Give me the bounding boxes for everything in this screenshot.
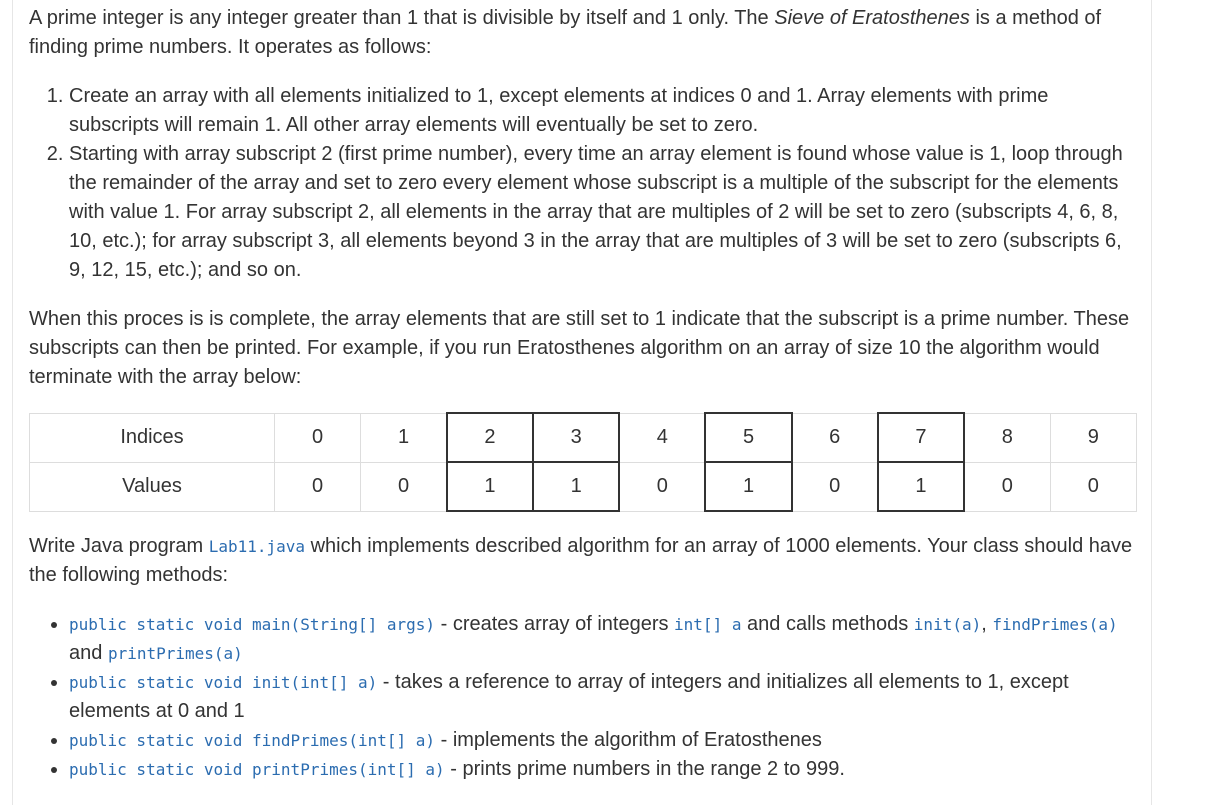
task-paragraph <box>29 532 1137 590</box>
index-cell: 7 <box>878 413 964 462</box>
code-snippet: int[] a <box>674 615 742 634</box>
intro-text: A prime integer is any integer greater than 1 that is divisible by itself and 1 only. The <box>29 7 775 29</box>
step-item: 1. Create an array with all elements initialized to 1, except elements at indices 0 and 1. Array elements with prime subscripts will remain 1. All other array elements will eventually be set to zero. <box>69 82 1137 140</box>
code-snippet: init(a) <box>913 615 982 634</box>
method-item-printprimes <box>69 755 1137 784</box>
value-cell: 1 <box>533 462 619 511</box>
value-cell: 1 <box>705 462 791 511</box>
index-cell: 2 <box>447 413 533 462</box>
intro-paragraph <box>29 4 1137 62</box>
method-desc: - prints prime numbers in the range 2 to 999. <box>444 758 845 780</box>
value-cell: 0 <box>792 462 878 511</box>
value-cell: 1 <box>447 462 533 511</box>
method-signature: public static void findPrimes(int[] a) <box>69 731 436 750</box>
method-signature: public static void main(String[] args) <box>69 615 436 634</box>
index-cell: 8 <box>964 413 1050 462</box>
method-desc: - takes a reference to array of integers and initializes all elements to 1, except elements at 0 and 1 <box>69 671 1069 722</box>
value-cell: 1 <box>878 462 964 511</box>
row-label: Values <box>30 462 275 511</box>
values-row <box>30 462 1137 511</box>
filename-code: Lab11.java <box>208 537 306 556</box>
method-desc: and calls methods <box>741 613 914 635</box>
value-cell: 0 <box>619 462 705 511</box>
indices-row <box>30 413 1137 462</box>
sieve-table <box>29 412 1137 512</box>
step-item: 2. Starting with array subscript 2 (first prime number), every time an array element is found whose value is 1, loop through the remainder of the array and set to zero every element whose subscript is a multiple of the subscript for the elements with value 1. For array subscript 2, all elements in the array that are multiples of 2 will be set to zero (subscripts 4, 6, 8, 10, etc.); for array subscript 3, all elements beyond 3 in the array that are multiples of 3 will be set to zero (subscripts 6, 9, 12, 15, etc.); and so on. <box>69 140 1137 285</box>
value-cell: 0 <box>361 462 447 511</box>
value-cell: 0 <box>1050 462 1136 511</box>
method-desc: and <box>69 642 108 664</box>
method-signature: public static void printPrimes(int[] a) <box>69 760 445 779</box>
index-cell: 0 <box>275 413 361 462</box>
row-label: Indices <box>30 413 275 462</box>
method-item-findprimes <box>69 726 1137 755</box>
content-panel <box>12 0 1152 805</box>
index-cell: 1 <box>361 413 447 462</box>
result-paragraph: When this proces is is complete, the array elements that are still set to 1 indicate that the subscript is a prime number. These subscripts can then be printed. For example, if you run Eratosthenes algorithm on an array of size 10 the algorithm would terminate with the array below: <box>29 308 1130 388</box>
value-cell: 0 <box>964 462 1050 511</box>
value-cell: 0 <box>275 462 361 511</box>
task-text-end: which implements described algorithm for an array of 1000 elements. Your class should have the following methods: <box>29 535 1133 586</box>
sieve-emphasis: Sieve of Eratosthenes <box>774 7 970 29</box>
index-cell: 9 <box>1050 413 1136 462</box>
index-cell: 5 <box>705 413 791 462</box>
intro-text-end: is a method of finding prime numbers. It operates as follows: <box>29 7 1102 58</box>
method-signature: public static void init(int[] a) <box>69 673 378 692</box>
index-cell: 3 <box>533 413 619 462</box>
method-item-main <box>69 610 1137 668</box>
method-desc: - creates array of integers <box>435 613 675 635</box>
method-desc: - implements the algorithm of Eratosthenes <box>435 729 822 751</box>
code-snippet: printPrimes(a) <box>107 644 243 663</box>
method-item-init <box>69 668 1137 726</box>
methods-list <box>29 610 1137 784</box>
steps-list <box>29 82 1137 285</box>
index-cell: 6 <box>792 413 878 462</box>
index-cell: 4 <box>619 413 705 462</box>
code-snippet: findPrimes(a) <box>992 615 1118 634</box>
task-text: Write Java program <box>29 535 209 557</box>
method-desc: , <box>981 613 993 635</box>
